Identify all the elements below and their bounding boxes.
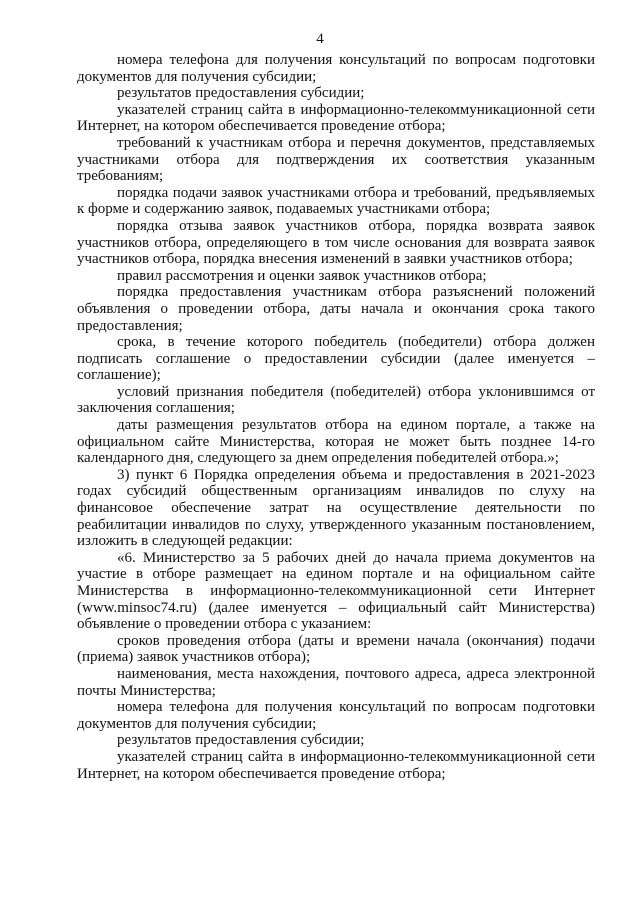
paragraph: порядка отзыва заявок участников отбора, порядка возврата заявок участников отбора, определяющего в том числе основания для возврата заявок участников отбора, порядка внесения изменений в заявки участников отбора;: [77, 217, 595, 268]
paragraph: номера телефона для получения консультаций по вопросам подготовки документов для получения субсидии;: [77, 699, 595, 732]
paragraph: 3) пункт 6 Порядка определения объема и предоставления в 2021-2023 годах субсидий общественным организациям инвалидов по слуху на финансовое обеспечение затрат на осуществление деятельности по реабилитации инвалидов по слуху, утвержденного указанным постановлением, изложить в следующей редакции:: [77, 466, 595, 550]
paragraph: результатов предоставления субсидии;: [117, 85, 365, 102]
paragraph: номера телефона для получения консультаций по вопросам подготовки документов для получения субсидии;: [77, 52, 595, 85]
paragraph: наименования, места нахождения, почтового адреса, адреса электронной почты Министерства;: [77, 665, 595, 699]
paragraph: сроков проведения отбора (даты и времени начала (окончания) подачи (приема) заявок участников отбора);: [77, 632, 595, 666]
document-body: [77, 52, 595, 782]
paragraph: срока, в течение которого победитель (победители) отбора должен подписать соглашение о предоставлении субсидии (далее именуется – соглашение);: [77, 334, 595, 384]
paragraph: порядка предоставления участникам отбора разъяснений положений объявления о проведении отбора, даты начала и окончания срока такого предоставления;: [77, 284, 595, 334]
paragraph: условий признания победителя (победителей) отбора уклонившимся от заключения соглашения;: [77, 383, 595, 417]
paragraph: «6. Министерство за 5 рабочих дней до начала приема документов на участие в отборе размещает на едином портале и на официальном сайте Министерства в информационно-телекоммуникационной сети Интернет (www.minsoc74.ru) (далее именуется – официальный сайт Министерства) объявление о проведении отбора с указанием:: [77, 549, 595, 633]
paragraph: указателей страниц сайта в информационно-телекоммуникационной сети Интернет, на котором обеспечивается проведение отбора;: [77, 101, 595, 135]
paragraph: порядка подачи заявок участниками отбора и требований, предъявляемых к форме и содержанию заявок, подаваемых участниками отбора;: [77, 184, 595, 218]
paragraph: требований к участникам отбора и перечня документов, представляемых участниками отбора для подтверждения их соответствия указанным требованиям;: [77, 134, 595, 185]
paragraph: результатов предоставления субсидии;: [117, 732, 365, 749]
paragraph: правил рассмотрения и оценки заявок участников отбора;: [117, 267, 487, 284]
page-number: 4: [316, 31, 324, 47]
paragraph: даты размещения результатов отбора на едином портале, а также на официальном сайте Министерства, которая не может быть позднее 14-го календарного дня, следующего за днем определения победителей отбора.»;: [77, 417, 595, 467]
paragraph: указателей страниц сайта в информационно-телекоммуникационной сети Интернет, на котором обеспечивается проведение отбора;: [77, 748, 595, 782]
